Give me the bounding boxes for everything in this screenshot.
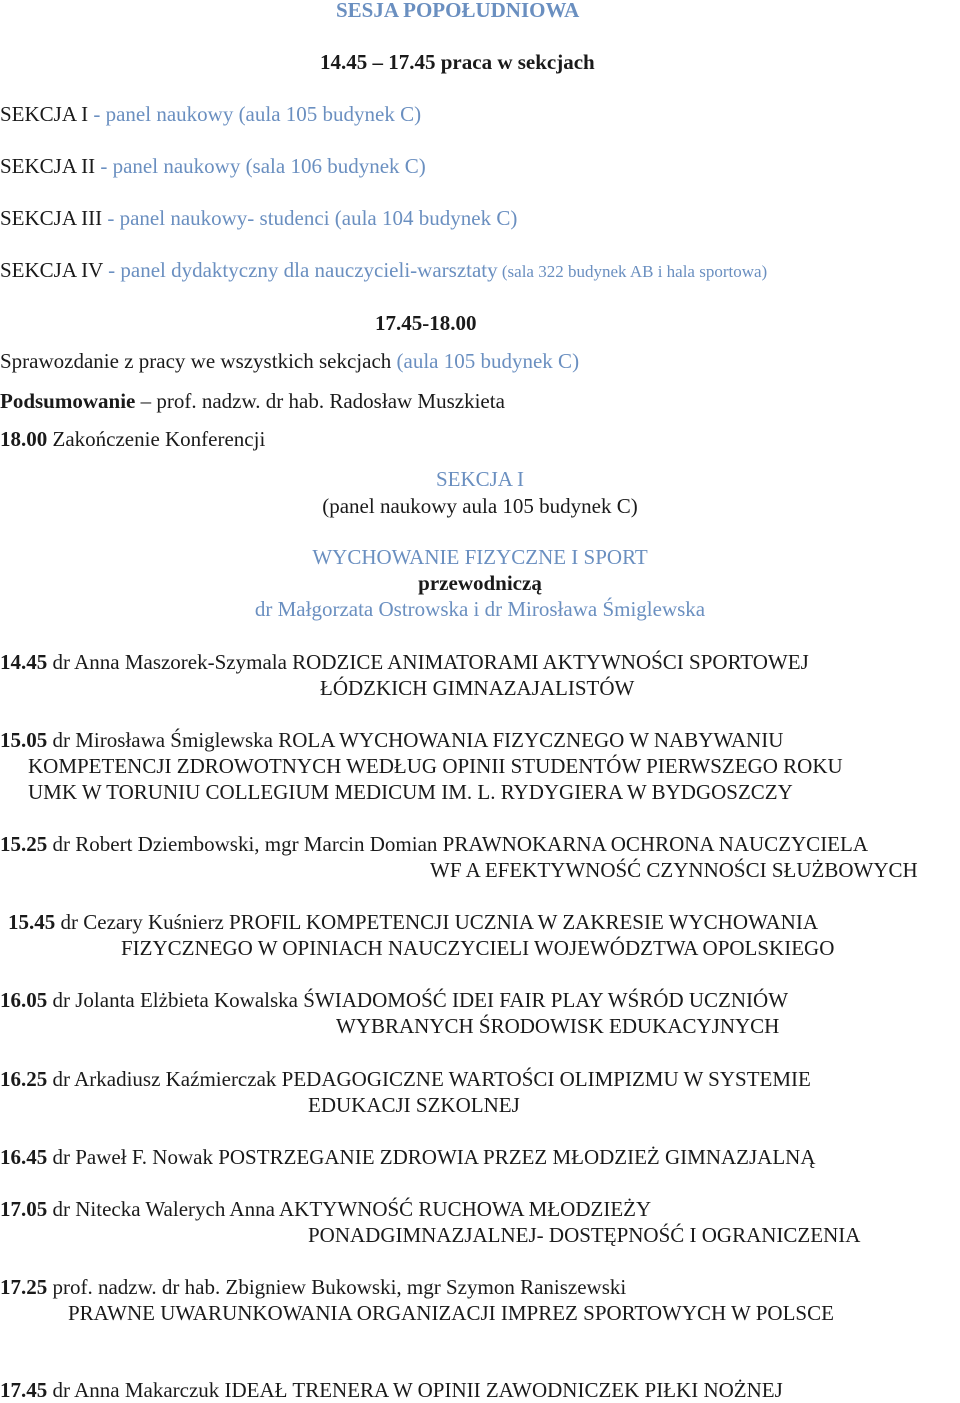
section1-subtitle: (panel naukowy aula 105 budynek C) [322,494,638,518]
section-list-item [0,153,426,179]
talk-line [0,1196,651,1222]
talk-line: UMK W TORUNIU COLLEGIUM MEDICUM IM. L. RYDYGIERA W BYDGOSZCZY [28,780,793,804]
report-label: Sprawozdanie z pracy we wszystkich sekcjach [0,349,392,373]
talk-text: dr Mirosława Śmiglewska ROLA WYCHOWANIA FIZYCZNEGO W NABYWANIU [47,728,784,752]
section-list-item [0,257,767,285]
talk-time: 17.05 [0,1197,48,1221]
talk-line: WF A EFEKTYWNOŚĆ CZYNNOŚCI SŁUŻBOWYCH [430,858,918,882]
talk-time: 15.45 [8,910,56,934]
talk-time: 17.45 [0,1378,48,1402]
talk-text: dr Jolanta Elżbieta Kowalska ŚWIADOMOŚĆ IDEI FAIR PLAY WŚRÓD UCZNIÓW [47,988,789,1012]
section-desc: - panel dydaktyczny dla nauczycieli-warsztaty [102,258,498,282]
talk-text: dr Paweł F. Nowak POSTRZEGANIE ZDROWIA PRZEZ MŁODZIEŻ GIMNAZJALNĄ [47,1145,816,1169]
talk-line: FIZYCZNEGO W OPINIACH NAUCZYCIELI WOJEWÓDZTWA OPOLSKIEGO [121,936,835,960]
talk-line: EDUKACJI SZKOLNEJ [308,1093,520,1117]
talk-text: dr Robert Dziembowski, mgr Marcin Domian PRAWNOKARNA OCHRONA NAUCZYCIELA [47,832,869,856]
talk-line [0,1066,811,1092]
section1-theme: WYCHOWANIE FIZYCZNE I SPORT [312,545,648,569]
session-heading: SESJA POPOŁUDNIOWA [336,0,580,22]
talk-line [0,987,788,1013]
talk-time: 14.45 [0,650,48,674]
talk-time: 16.25 [0,1067,48,1091]
section-name: SEKCJA I [0,102,89,126]
talk-line [0,649,809,675]
summary-label: Podsumowanie [0,389,136,413]
section-desc: - panel naukowy (sala 106 budynek C) [95,154,426,178]
section1-title: SEKCJA I [435,467,525,491]
summary-line [0,388,505,414]
section1-chairs-label: przewodniczą [418,571,542,595]
talk-line [8,909,818,935]
talk-line [0,1274,626,1300]
session-time-line: 14.45 – 17.45 praca w sekcjach [320,50,595,74]
closing-time: 17.45-18.00 [375,311,477,335]
talk-line: PONADGIMNAZJALNEJ- DOSTĘPNOŚĆ I OGRANICZENIA [308,1223,861,1247]
talk-text: dr Nitecka Walerych Anna AKTYWNOŚĆ RUCHOWA MŁODZIEŻY [47,1197,652,1221]
talk-time: 16.05 [0,988,48,1012]
talk-time: 17.25 [0,1275,48,1299]
talk-line [0,727,783,753]
summary-person: – prof. nadzw. dr hab. Radosław Muszkieta [135,389,505,413]
talk-line [0,1377,783,1403]
talk-time: 15.05 [0,728,48,752]
end-label: Zakończenie Konferencji [47,427,266,451]
talk-text: dr Anna Makarczuk IDEAŁ TRENERA W OPINII ZAWODNICZEK PIŁKI NOŻNEJ [47,1378,783,1402]
talk-line [0,1144,816,1170]
talk-line: KOMPETENCJI ZDROWOTNYCH WEDŁUG OPINII STUDENTÓW PIERWSZEGO ROKU [28,754,843,778]
report-room: (aula 105 budynek C) [391,349,580,373]
section-desc: - panel naukowy- studenci (aula 104 budynek C) [102,206,518,230]
section-list-item [0,205,517,231]
talk-text: dr Anna Maszorek-Szymala RODZICE ANIMATORAMI AKTYWNOŚCI SPORTOWEJ [47,650,809,674]
talk-text: dr Cezary Kuśnierz PROFIL KOMPETENCJI UCZNIA W ZAKRESIE WYCHOWANIA [55,910,818,934]
talk-line [0,831,868,857]
talk-time: 15.25 [0,832,48,856]
talk-line: WYBRANYCH ŚRODOWISK EDUKACYJNYCH [336,1014,780,1038]
talk-time: 16.45 [0,1145,48,1169]
section-list-item [0,101,421,127]
talk-text: dr Arkadiusz Kaźmierczak PEDAGOGICZNE WARTOŚCI OLIMPIZMU W SYSTEMIE [47,1067,811,1091]
section-desc: - panel naukowy (aula 105 budynek C) [88,102,422,126]
section1-chairs: dr Małgorzata Ostrowska i dr Mirosława Śmiglewska [254,597,706,621]
talk-line: PRAWNE UWARUNKOWANIA ORGANIZACJI IMPREZ SPORTOWYCH W POLSCE [68,1301,834,1325]
end-time: 18.00 [0,427,48,451]
section-name: SEKCJA IV [0,258,103,282]
end-line [0,426,265,452]
report-line [0,348,579,374]
talk-text: prof. nadzw. dr hab. Zbigniew Bukowski, mgr Szymon Raniszewski [47,1275,627,1299]
section-name: SEKCJA II [0,154,96,178]
section-room: (sala 322 budynek AB i hala sportowa) [497,262,768,281]
section-name: SEKCJA III [0,206,103,230]
talk-line: ŁÓDZKICH GIMNAZAJALISTÓW [320,676,635,700]
